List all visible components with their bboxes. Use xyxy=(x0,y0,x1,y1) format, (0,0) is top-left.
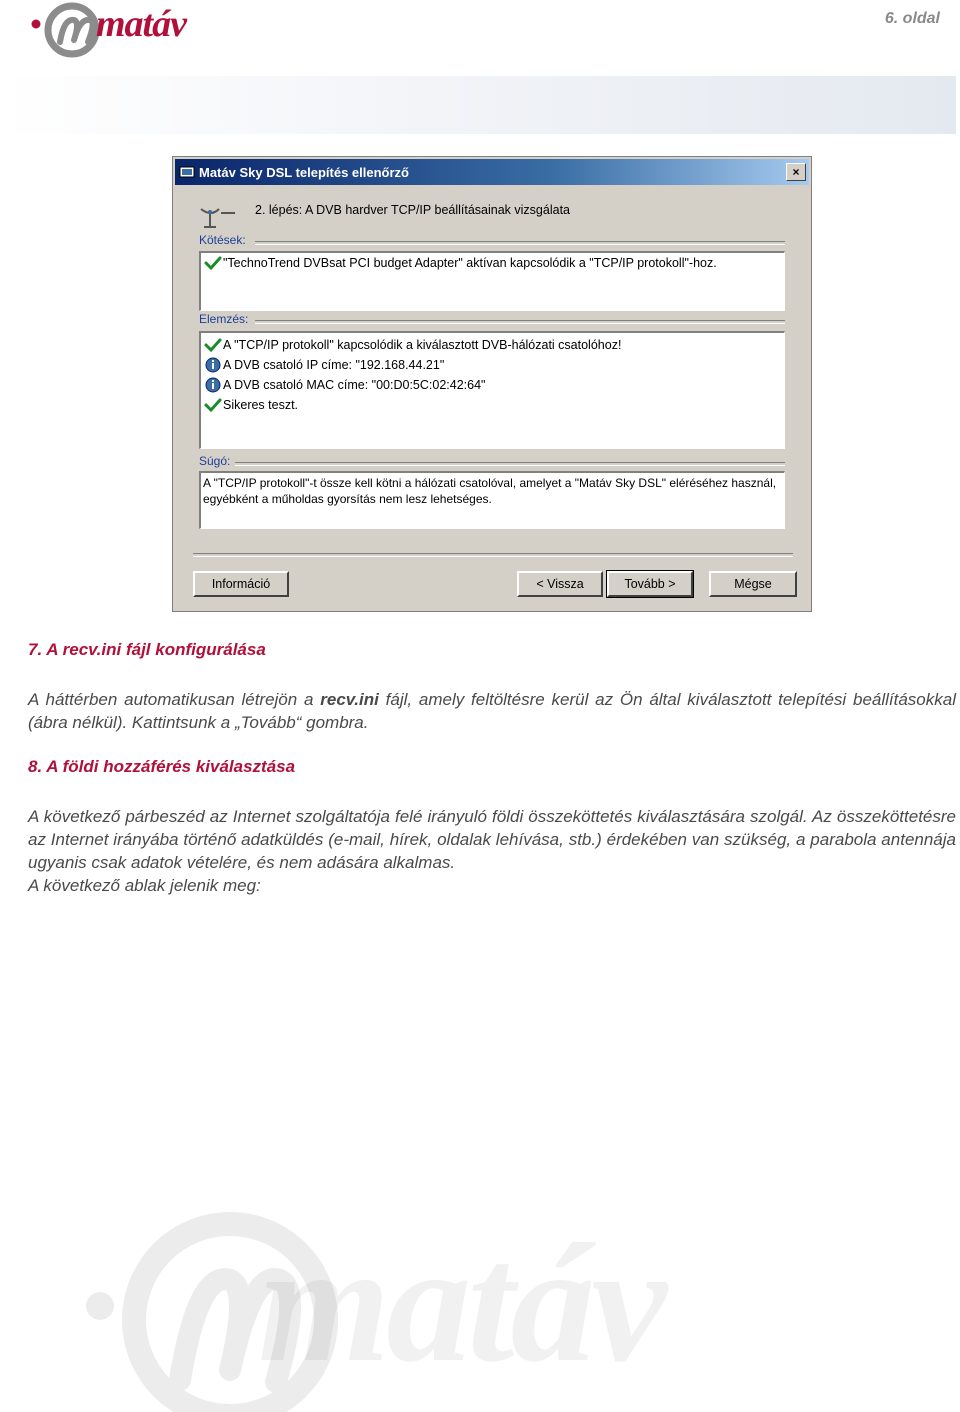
info-icon xyxy=(203,356,223,374)
watermark-text xyxy=(258,1209,663,1397)
check-icon xyxy=(203,254,223,272)
section-7-paragraph xyxy=(28,688,956,734)
satellite-dish-icon xyxy=(197,203,237,231)
list-item xyxy=(201,395,784,415)
analysis-text: A "TCP/IP protokoll" kapcsolódik a kiválasztott DVB-hálózati csatolóhoz! xyxy=(223,338,622,352)
analysis-rule xyxy=(255,320,785,324)
next-button[interactable]: Tovább > xyxy=(607,571,693,597)
app-icon xyxy=(179,164,195,180)
section-7-filename: recv.ini xyxy=(320,690,379,709)
step-title: 2. lépés: A DVB hardver TCP/IP beállításainak vizsgálata xyxy=(255,203,570,217)
list-item xyxy=(201,335,784,355)
list-item xyxy=(201,253,784,273)
analysis-text: Sikeres teszt. xyxy=(223,398,299,412)
section-8-closing: A következő ablak jelenik meg: xyxy=(28,876,261,895)
help-rule xyxy=(235,462,785,466)
bindings-list[interactable] xyxy=(199,251,785,311)
section-7-text-b: fájl, amely feltöltésre kerül az Ön által kiválasztott telepítési beállításokkal (ábra nélkül). Kattintsunk a „Tovább“ gombra. xyxy=(28,690,956,732)
analysis-label: Elemzés: xyxy=(199,312,249,326)
cancel-button[interactable]: Mégse xyxy=(709,571,797,597)
close-icon: × xyxy=(792,165,800,179)
matav-logo-text: matáv xyxy=(96,3,186,45)
analysis-text: A DVB csatoló IP címe: "192.168.44.21" xyxy=(223,358,445,372)
watermark-word: matáv xyxy=(258,1209,663,1397)
close-button[interactable] xyxy=(786,163,806,181)
check-icon xyxy=(203,336,223,354)
bindings-label: Kötések: xyxy=(199,233,246,247)
analysis-list[interactable] xyxy=(199,331,785,449)
section-8-text: A következő párbeszéd az Internet szolgáltatója felé irányuló földi összeköttetés kiválasztására szolgál. Az összeköttetésre az Internet irányába történő adatküldés (e-mail, hírek, oldalak lehívása, stb.) érdekében van szükség, a parabola antennája ugyanis csak adatok vételére, és nem adására alkalmas. xyxy=(28,807,956,872)
help-label: Súgó: xyxy=(199,454,231,468)
section-8-heading: 8. A földi hozzáférés kiválasztása xyxy=(28,757,296,776)
list-item xyxy=(201,355,784,375)
dialog-titlebar[interactable] xyxy=(175,159,809,185)
section-7-text-a: A háttérben automatikusan létrejön a xyxy=(28,690,321,709)
back-button[interactable]: < Vissza xyxy=(517,571,603,597)
bindings-rule xyxy=(255,241,785,245)
info-icon xyxy=(203,376,223,394)
help-text: A "TCP/IP protokoll"-t össze kell kötni a hálózati csatolóval, amelyet a "Matáv Sky DSL" eléréséhez használ, egyébként a műholdas gyorsítás nem lesz lehetséges. xyxy=(203,476,777,506)
dialog-title: Matáv Sky DSL telepítés ellenőrző xyxy=(199,164,409,180)
binding-text: "TechnoTrend DVBsat PCI budget Adapter" aktívan kapcsolódik a "TCP/IP protokoll"-hoz. xyxy=(223,256,717,270)
list-item xyxy=(201,375,784,395)
analysis-text: A DVB csatoló MAC címe: "00:D0:5C:02:42:64" xyxy=(223,378,486,392)
section-7-heading: 7. A recv.ini fájl konfigurálása xyxy=(28,640,266,659)
installer-dialog xyxy=(172,156,812,612)
dialog-divider xyxy=(193,553,793,557)
info-button[interactable]: Információ xyxy=(193,571,289,597)
page-number: 6. oldal xyxy=(884,10,940,27)
header-band xyxy=(0,76,956,134)
section-8-paragraph xyxy=(28,805,956,897)
check-icon xyxy=(203,396,223,414)
help-box xyxy=(199,471,785,529)
